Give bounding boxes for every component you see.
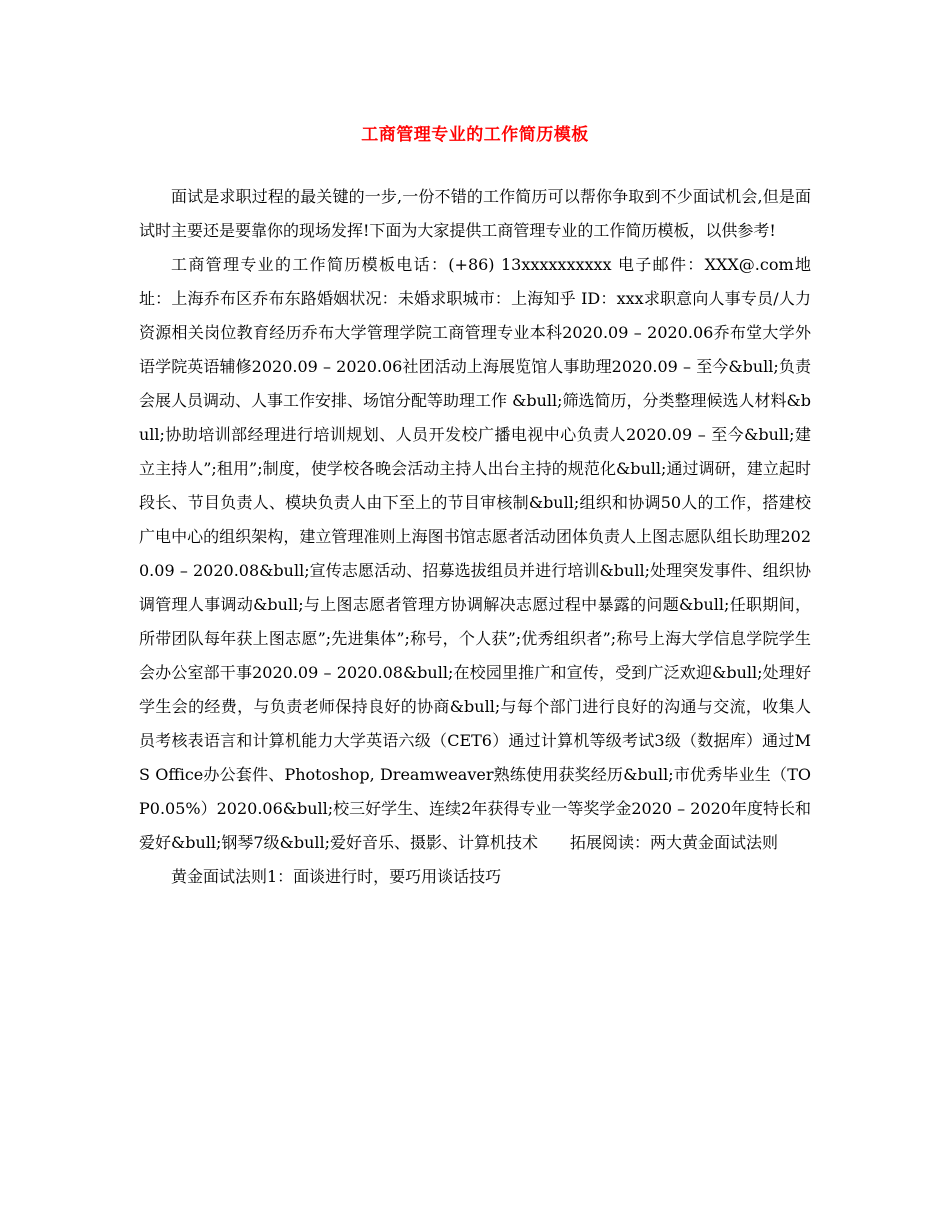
interview-rule-paragraph: 黄金面试法则1：面谈进行时，要巧用谈话技巧	[171, 867, 502, 886]
document-body	[139, 118, 811, 894]
intro-paragraph: 面试是求职过程的最关键的一步,一份不错的工作简历可以帮你争取到不少面试机会,但是面试时主要还是要靠你的现场发挥!下面为大家提供工商管理专业的工作简历模板，以供参考!	[139, 187, 811, 240]
resume-paragraph: 工商管理专业的工作简历模板电话：(+86) 13xxxxxxxxxx 电子邮件：XXX@.com地址：上海乔布区乔布东路婚姻状况：未婚求职城市：上海知乎 ID：xxx求职意向人事专员/人力资源相关岗位教育经历乔布大学管理学院工商管理专业本科2020.09 – 2020.06乔布堂大学外语学院英语辅修2020.09 – 2020.06社团活动上海展览馆人事助理2020.09 – 至今&bull;负责会展人员调动、人事工作安排、场馆分配等助理工作 &bull;筛选简历，分类整理候选人材料&bull;协助培训部经理进行培训规划、人员开发校广播电视中心负责人2020.09 – 至今&bull;建立主持人”;租用”;制度，使学校各晚会活动主持人出台主持的规范化&bull;通过调研，建立起时段长、节目负责人、模块负责人由下至上的节目审核制&bull;组织和协调50人的工作，搭建校广电中心的组织架构，建立管理准则上海图书馆志愿者活动团体负责人上图志愿队组长助理2020.09 – 2020.08&bull;宣传志愿活动、招募选拔组员并进行培训&bull;处理突发事件、组织协调管理人事调动&bull;与上图志愿者管理方协调解决志愿过程中暴露的问题&bull;任职期间，所带团队每年获上图志愿”;先进集体”;称号，个人获”;优秀组织者”;称号上海大学信息学院学生会办公室部干事2020.09 – 2020.08&bull;在校园里推广和宣传，受到广泛欢迎&bull;处理好学生会的经费，与负责老师保持良好的协商&bull;与每个部门进行良好的沟通与交流，收集人员考核表语言和计算机能力大学英语六级（CET6）通过计算机等级考试3级（数据库）通过MS Office办公套件、Photoshop, Dreamweaver熟练使用获奖经历&bull;市优秀毕业生（TOP0.05%）2020.06&bull;校三好学生、连续2年获得专业一等奖学金2020 – 2020年度特长和爱好&bull;钢琴7级&bull;爱好音乐、摄影、计算机技术 拓展阅读：两大黄金面试法则	[139, 255, 811, 852]
document-title: 工商管理专业的工作简历模板	[361, 125, 589, 145]
